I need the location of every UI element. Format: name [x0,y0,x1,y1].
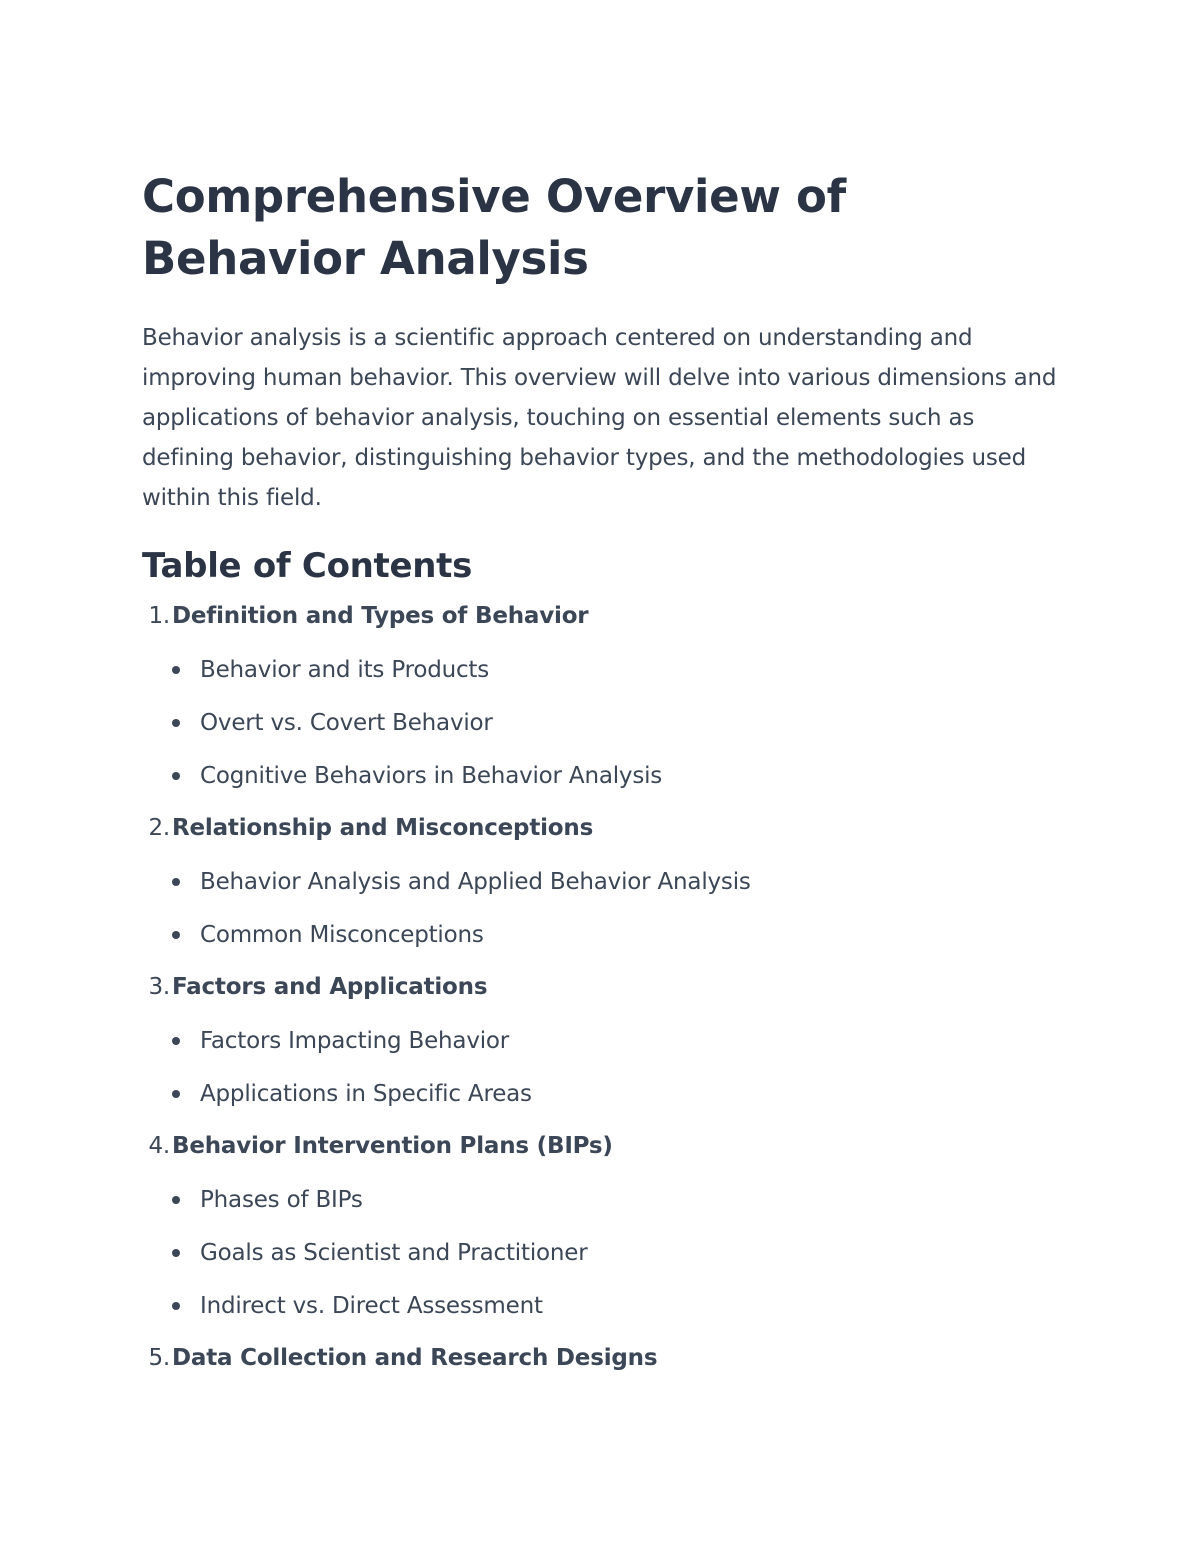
toc-section-title: Behavior Intervention Plans (BIPs) [172,1133,613,1159]
document-title: Comprehensive Overview of Behavior Analysis [142,170,846,285]
toc-section-header [142,802,1072,855]
toc-subsection-item [142,696,1072,749]
toc-section-number: 4. [148,1133,170,1159]
toc-section-number: 5. [148,1345,170,1371]
toc-subsection-label: Behavior and its Products [200,656,490,683]
bullet-icon [172,1249,180,1257]
toc-subsection-item [142,643,1072,696]
toc-section-header [142,590,1072,643]
toc-subsection-label: Common Misconceptions [200,921,484,948]
toc-section-header [142,1120,1072,1173]
toc-subsection-label: Behavior Analysis and Applied Behavior Analysis [200,868,751,895]
toc-section-number: 2. [148,815,170,841]
toc-subsection-item [142,1173,1072,1226]
toc-section-5 [142,1332,1072,1385]
bullet-icon [172,1196,180,1204]
bullet-icon [172,666,180,674]
toc-subsection-label: Overt vs. Covert Behavior [200,709,493,736]
toc-section-title: Factors and Applications [172,974,488,1000]
toc-section-4 [142,1120,1072,1332]
toc-heading: Table of Contents [142,546,473,586]
toc-subsection-item [142,1067,1072,1120]
table-of-contents [142,590,1072,1385]
toc-subsection-label: Phases of BIPs [200,1186,363,1213]
toc-section-title: Relationship and Misconceptions [172,815,594,841]
toc-subsection-label: Goals as Scientist and Practitioner [200,1239,588,1266]
toc-section-3 [142,961,1072,1120]
intro-paragraph: Behavior analysis is a scientific approach centered on understanding and improving human behavior. This overview will delve into various dimensions and applications of behavior analysis, touching on essential elements such as defining behavior, distinguishing behavior types, and the methodologies used within this field. [142,325,1057,511]
toc-subsection-item [142,749,1072,802]
toc-subsection-item [142,1279,1072,1332]
toc-subsection-list [142,1173,1072,1332]
toc-section-number: 3. [148,974,170,1000]
toc-subsection-label: Indirect vs. Direct Assessment [200,1292,543,1319]
toc-subsection-list [142,1014,1072,1120]
bullet-icon [172,772,180,780]
toc-section-number: 1. [148,603,170,629]
bullet-icon [172,878,180,886]
bullet-icon [172,1302,180,1310]
toc-subsection-item [142,1014,1072,1067]
toc-section-header [142,1332,1072,1385]
toc-subsection-item [142,1226,1072,1279]
toc-section-1 [142,590,1072,802]
toc-subsection-label: Cognitive Behaviors in Behavior Analysis [200,762,663,789]
toc-section-title: Definition and Types of Behavior [172,603,589,629]
toc-section-header [142,961,1072,1014]
toc-subsection-label: Factors Impacting Behavior [200,1027,510,1054]
document-page [142,166,1072,1385]
toc-subsection-item [142,908,1072,961]
bullet-icon [172,1090,180,1098]
toc-section-title: Data Collection and Research Designs [172,1345,658,1371]
bullet-icon [172,719,180,727]
toc-section-2 [142,802,1072,961]
toc-subsection-item [142,855,1072,908]
bullet-icon [172,931,180,939]
toc-subsection-list [142,643,1072,802]
toc-subsection-list [142,855,1072,961]
bullet-icon [172,1037,180,1045]
toc-subsection-label: Applications in Specific Areas [200,1080,532,1107]
